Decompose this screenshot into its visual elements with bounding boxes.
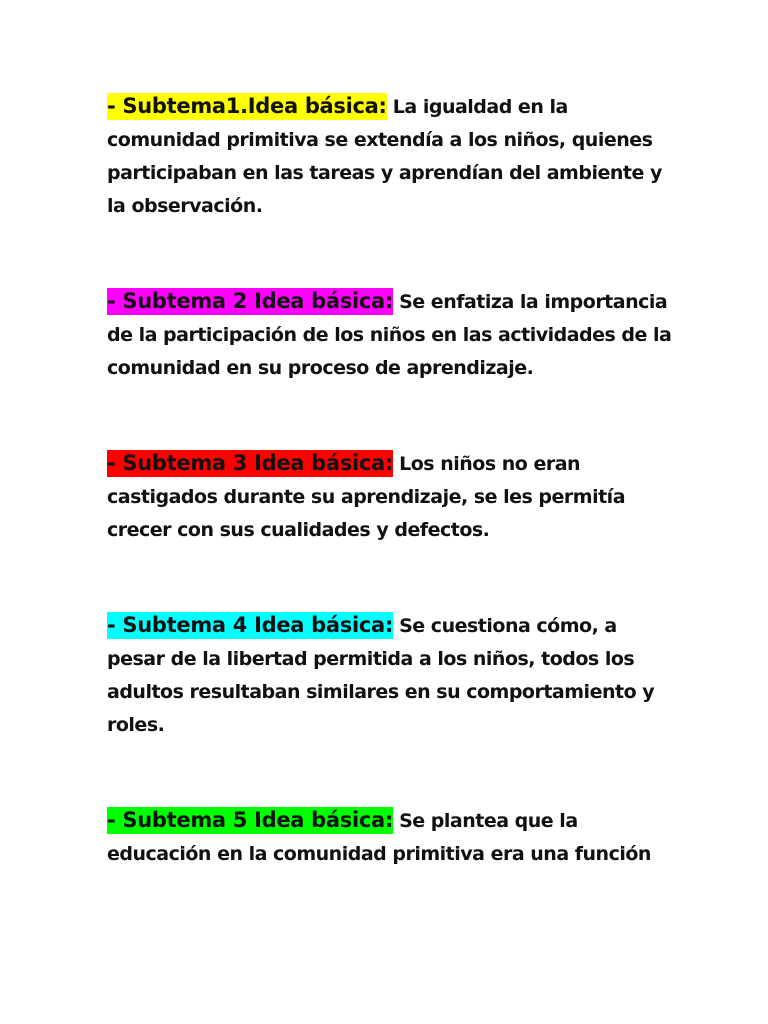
document-page <box>107 90 677 933</box>
subtema-2-label: - Subtema 2 Idea básica: <box>107 289 393 313</box>
subtema-1-label: - Subtema1.Idea básica: <box>107 94 387 118</box>
subtema-1-text: La igualdad en la comunidad primitiva se extendía a los niños, quienes participaban en las tareas y aprendían del ambiente y la observación. <box>107 96 662 217</box>
subtema-5-paragraph <box>107 804 677 871</box>
subtema-3-paragraph <box>107 447 677 547</box>
subtema-3-text: Los niños no eran castigados durante su aprendizaje, se les permitía crecer con sus cualidades y defectos. <box>107 453 626 541</box>
subtema-4-paragraph <box>107 609 677 742</box>
subtema-2-text: Se enfatiza la importancia de la participación de los niños en las actividades de la comunidad en su proceso de aprendizaje. <box>107 291 672 379</box>
subtema-3-label: - Subtema 3 Idea básica: <box>107 451 393 475</box>
subtema-4-label: - Subtema 4 Idea básica: <box>107 613 393 637</box>
subtema-4-text: Se cuestiona cómo, a pesar de la libertad permitida a los niños, todos los adultos resultaban similares en su comportamiento y roles. <box>107 615 655 736</box>
subtema-5-text: Se plantea que la educación en la comunidad primitiva era una función <box>107 810 651 865</box>
subtema-2-paragraph <box>107 285 677 385</box>
subtema-5-label: - Subtema 5 Idea básica: <box>107 808 393 832</box>
subtema-1-paragraph <box>107 90 677 223</box>
